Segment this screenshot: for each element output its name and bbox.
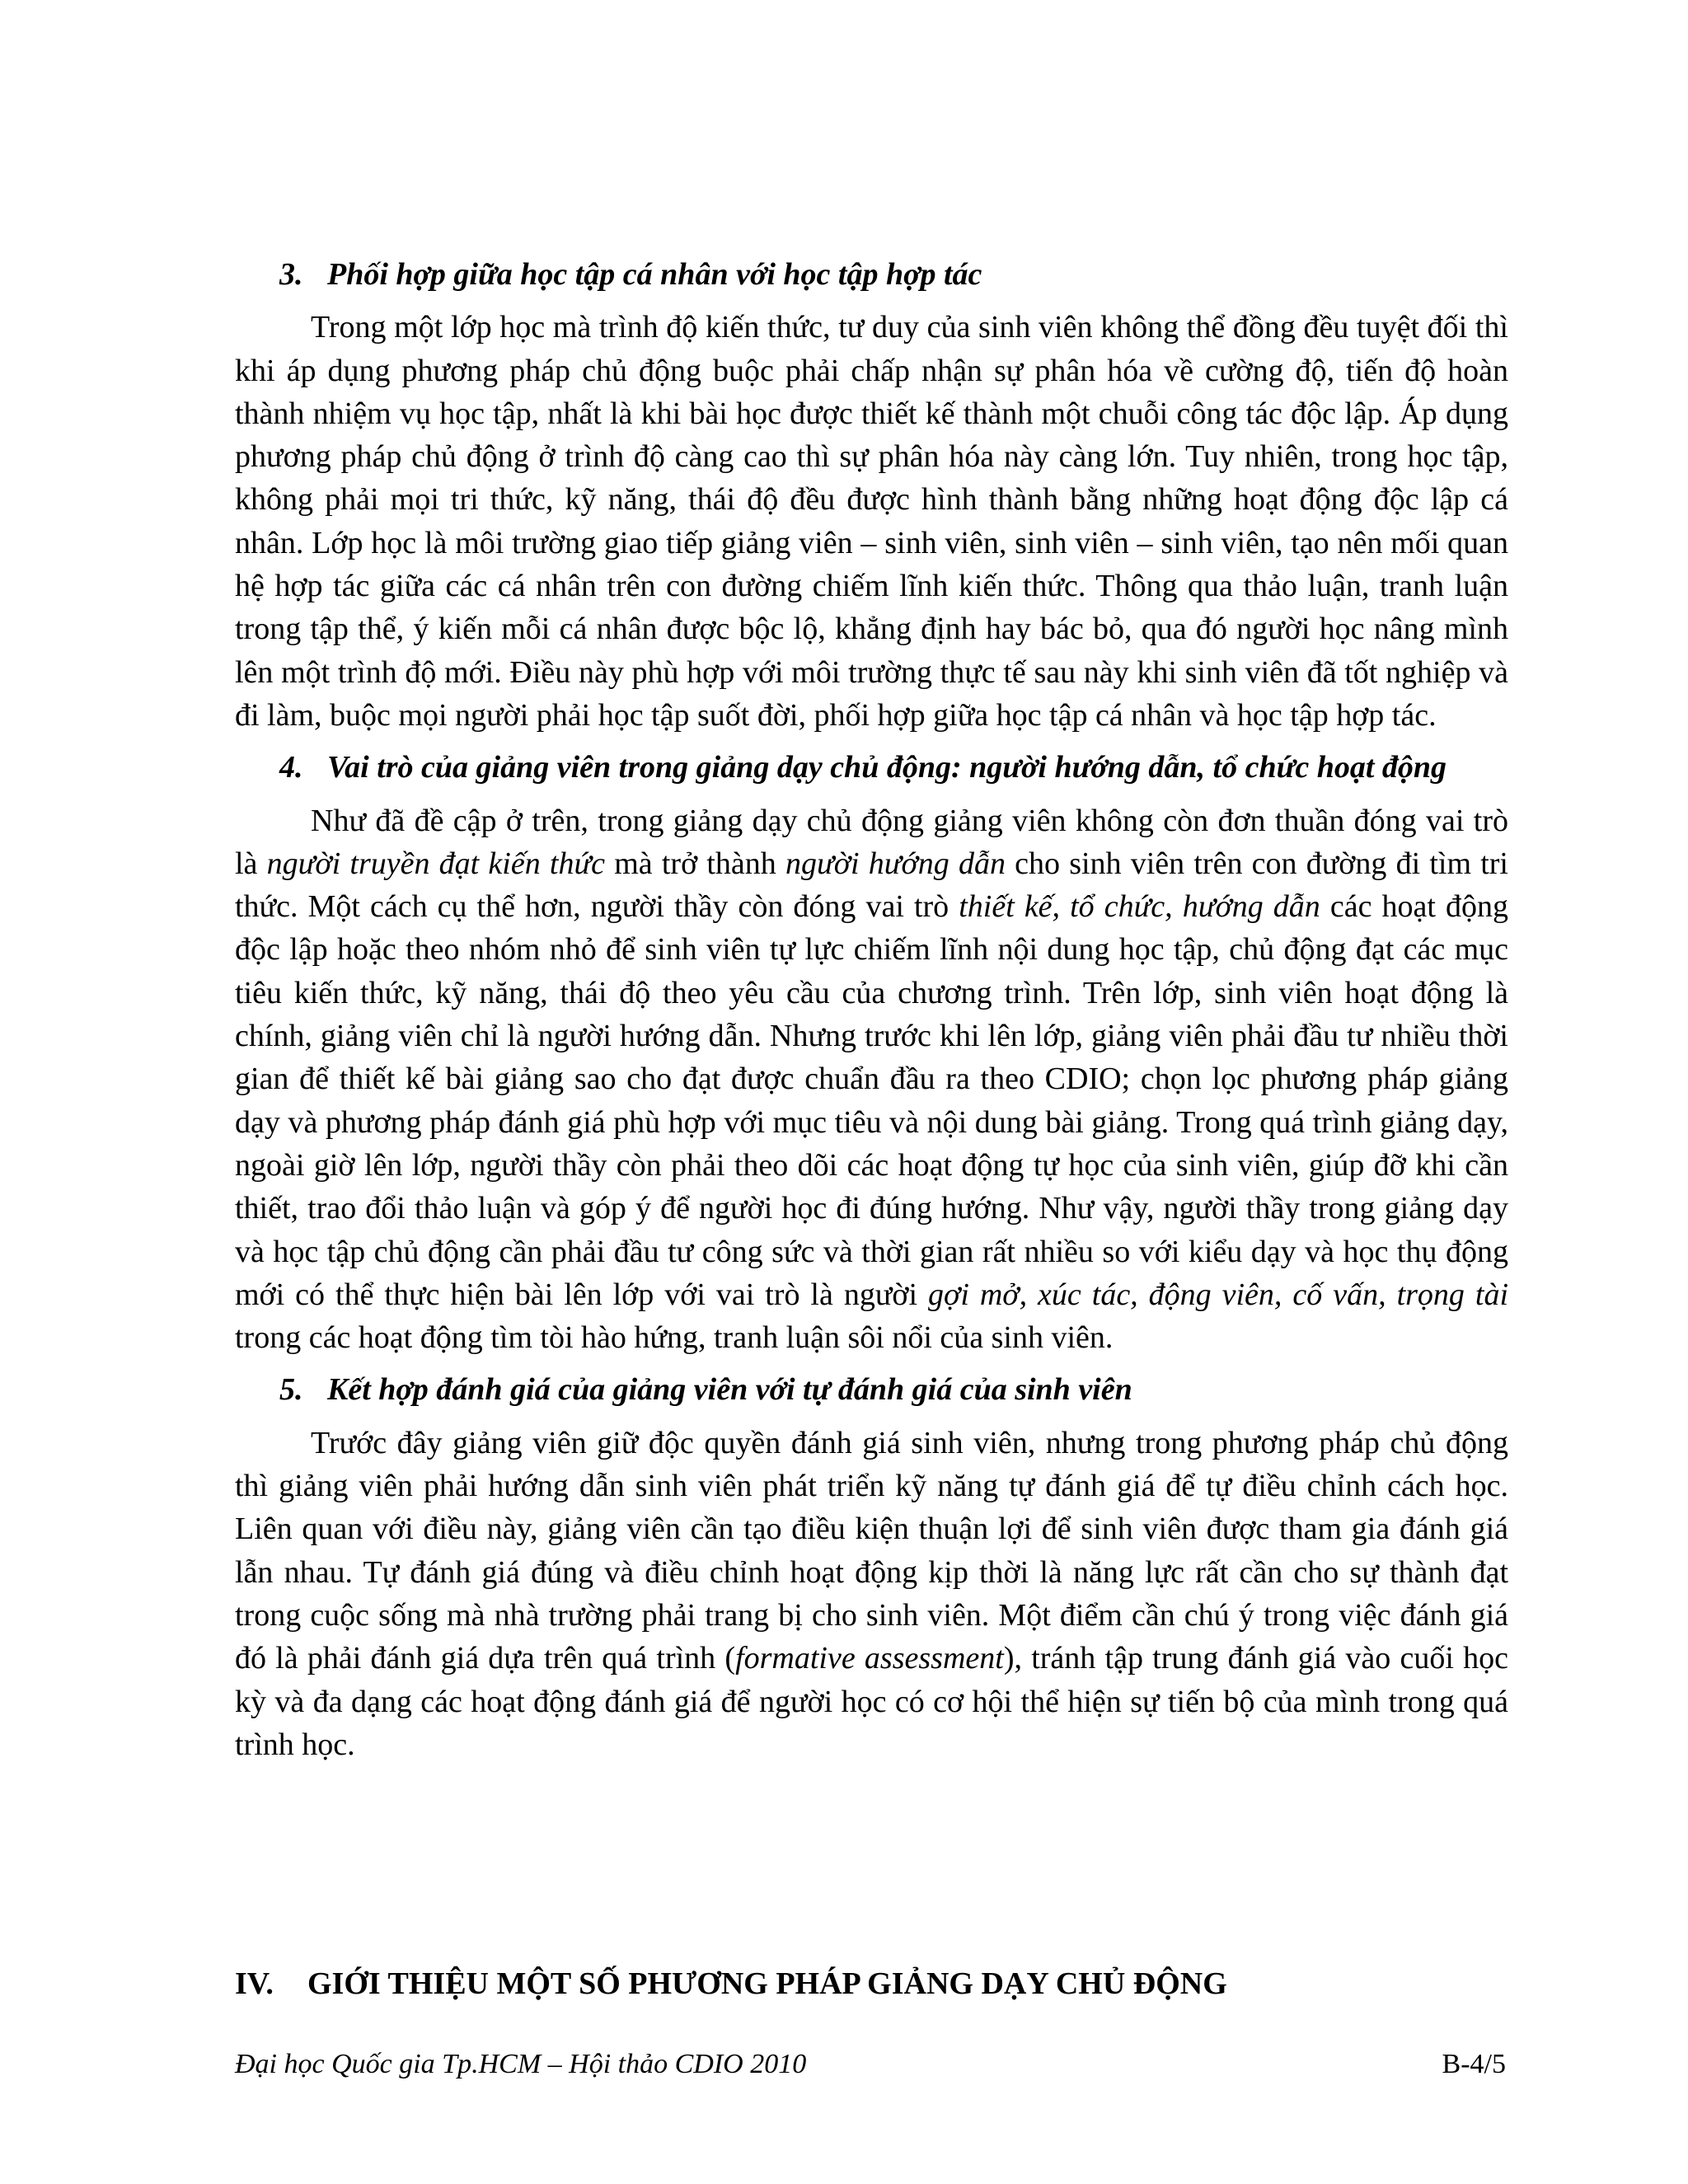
section-number: 4. [279, 750, 303, 785]
italic-term: người truyền đạt kiến thức [266, 846, 606, 881]
major-section-title: GIỚI THIỆU MỘT SỐ PHƯƠNG PHÁP GIẢNG DẠY CHỦ ĐỘNG [307, 1966, 1227, 2001]
page-number: B-4/5 [1442, 2049, 1506, 2079]
section-numeral: IV. [235, 1966, 274, 2001]
text-run: ), tránh tập trung đánh giá vào cuối học kỳ và đa dạng các hoạt động đánh giá để người học có cơ hội thể hiện sự tiến bộ của mình trong quá trình học. [235, 1641, 1508, 1762]
section-title: Kết hợp đánh giá của giảng viên với tự đánh giá của sinh viên [327, 1372, 1132, 1408]
major-section-heading [235, 1966, 1508, 2002]
section-3-paragraph: Trong một lớp học mà trình độ kiến thức, tư duy của sinh viên không thể đồng đều tuyệt đối thì khi áp dụng phương pháp chủ động buộc phải chấp nhận sự phân hóa về cường độ, tiến độ hoàn thành nhiệm vụ học tập, nhất là khi bài học được thiết kế thành một chuỗi công tác độc lập. Áp dụng phương pháp chủ động ở trình độ càng cao thì sự phân hóa này càng lớn. Tuy nhiên, trong học tập, không phải mọi tri thức, kỹ năng, thái độ đều được hình thành bằng những hoạt động độc lập cá nhân. Lớp học là môi trường giao tiếp giảng viên – sinh viên, sinh viên – sinh viên, tạo nên mối quan hệ hợp tác giữa các cá nhân trên con đường chiếm lĩnh kiến thức. Thông qua thảo luận, tranh luận trong tập thể, ý kiến mỗi cá nhân được bộc lộ, khẳng định hay bác bỏ, qua đó người học nâng mình lên một trình độ mới. Điều này phù hợp với môi trường thực tế sau này khi sinh viên đã tốt nghiệp và đi làm, buộc mọi người phải học tập suốt đời, phối hợp giữa học tập cá nhân và học tập hợp tác. [235, 310, 1508, 733]
page-body [235, 253, 1508, 1766]
section-4-heading [235, 746, 1508, 789]
text-run: cho sinh viên trên con đường đi tìm tri thức. Một cách cụ thể hơn, người thầy còn đóng vai trò [235, 846, 1508, 925]
section-5-heading [235, 1368, 1508, 1411]
text-run: các hoạt động độc lập hoặc theo nhóm nhỏ để sinh viên tự lực chiếm lĩnh nội dung học tập, chủ động đạt các mục tiêu kiến thức, kỹ năng, thái độ theo yêu cầu của chương trình. Trên lớp, sinh viên hoạt động là chính, giảng viên chỉ là người hướng dẫn. Nhưng trước khi lên lớp, giảng viên phải đầu tư nhiều thời gian để thiết kế bài giảng sao cho đạt được chuẩn đầu ra theo CDIO; chọn lọc phương pháp giảng dạy và phương pháp đánh giá phù hợp với mục tiêu và nội dung bài giảng. Trong quá trình giảng dạy, ngoài giờ lên lớp, người thầy còn phải theo dõi các hoạt động tự học của sinh viên, giúp đỡ khi cần thiết, trao đổi thảo luận và góp ý để người học đi đúng hướng. Như vậy, người thầy trong giảng dạy và học tập chủ động cần phải đầu tư công sức và thời gian rất nhiều so với kiểu dạy và học thụ động mới có thể thực hiện bài lên lớp với vai trò là người [235, 889, 1508, 1312]
text-run: Như đã đề cập ở trên, trong giảng dạy chủ động giảng viên không còn đơn thuần đóng vai trò là [235, 803, 1508, 881]
text-run: trong các hoạt động tìm tòi hào hứng, tranh luận sôi nổi của sinh viên. [235, 1320, 1114, 1356]
page-footer [235, 2049, 1508, 2080]
section-number: 3. [279, 257, 303, 292]
section-3-heading [235, 253, 1508, 296]
italic-term: gợi mở, xúc tác, động viên, cố vấn, trọng tài [928, 1277, 1508, 1312]
section-number: 5. [279, 1372, 303, 1408]
italic-term: thiết kế, tổ chức, hướng dẫn [959, 889, 1320, 925]
section-title: Phối hợp giữa học tập cá nhân với học tập hợp tác [327, 257, 982, 292]
italic-term: formative assessment [735, 1641, 1004, 1676]
text-run: mà trở thành [605, 846, 785, 881]
text-run: Trước đây giảng viên giữ độc quyền đánh giá sinh viên, nhưng trong phương pháp chủ động thì giảng viên phải hướng dẫn sinh viên phát triển kỹ năng tự đánh giá để tự điều chỉnh cách học. Liên quan với điều này, giảng viên cần tạo điều kiện thuận lợi để sinh viên được tham gia đánh giá lẫn nhau. Tự đánh giá đúng và điều chỉnh hoạt động kịp thời là năng lực rất cần cho sự thành đạt trong cuộc sống mà nhà trường phải trang bị cho sinh viên. Một điểm cần chú ý trong việc đánh giá đó là phải đánh giá dựa trên quá trình ( [235, 1425, 1508, 1676]
section-title: Vai trò của giảng viên trong giảng dạy chủ động: người hướng dẫn, tổ chức hoạt động [327, 750, 1447, 785]
italic-term: người hướng dẫn [785, 846, 1006, 881]
footer-source: Đại học Quốc gia Tp.HCM – Hội thảo CDIO 2010 [235, 2049, 807, 2079]
section-5-paragraph [235, 1422, 1508, 1766]
section-4-paragraph [235, 799, 1508, 1360]
